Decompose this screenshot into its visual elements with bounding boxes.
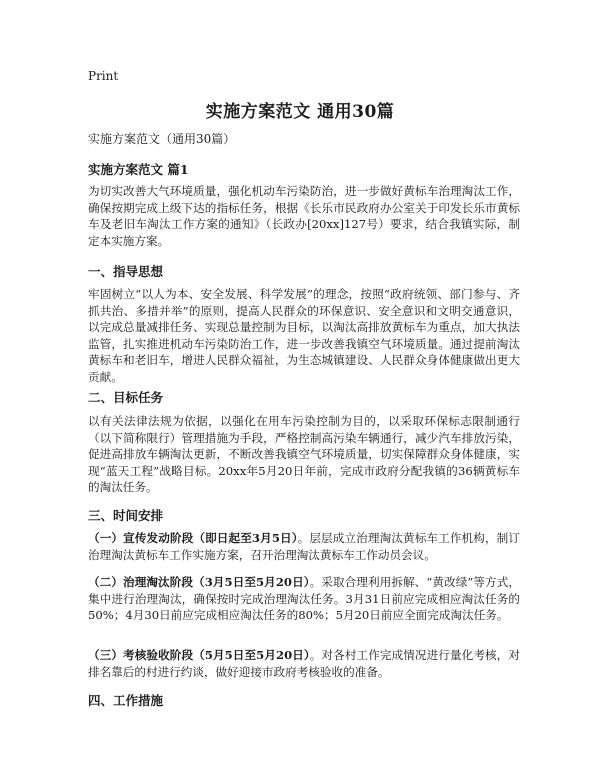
section-heading-goals: 二、目标任务 [88,390,164,405]
stage-text: 。采取合理利用拆解、“黄改绿”等方式，集中进行治理淘汰，确保按时完成治理淘汰任务。3月31日前应完成相应淘汰任务的50%；4月30日前应完成相应淘汰任务的80%；5月20日前应全面完成淘汰任务。 [88,575,520,623]
page-title: 实施方案范文 通用30篇 [205,102,395,122]
stage-title: （三）考核验收阶段（5月5日至5月20日） [88,648,310,662]
stage-text: 。对各村工作完成情况进行量化考核，对排名靠后的村进行约谈，做好迎接市政府考核验收的准备。 [88,648,520,679]
stage-title: （二）治理淘汰阶段（3月5日至5月20日） [88,575,310,589]
article-heading: 实施方案范文 篇1 [88,162,189,177]
guiding-paragraph: 牢固树立“以人为本、安全发展、科学发展”的理念，按照“政府统领、部门参与、齐抓共治、多措并举”的原则，提高人民群众的环保意识、安全意识和文明交通意识，以完成总量减排任务、实现总量控制为目标，以淘汰高排放黄标车为重点，加大执法监管，扎实推进机动车污染防治工作，进一步改善我镇空气环境质量。通过提前淘汰黄标车和老旧车，增进人民群众福祉，为生态城镇建设、人民群众身体健康做出更大贡献。 [88,287,520,384]
section-heading-guiding: 一、指导思想 [88,264,164,279]
section-heading-measures: 四、工作措施 [88,693,164,708]
stage-paragraph-2 [88,574,520,624]
document-subtitle: 实施方案范文（通用30篇） [88,132,236,146]
section-heading-schedule: 三、时间安排 [88,508,164,523]
stage-paragraph-3 [88,647,520,680]
stage-paragraph-1 [88,530,520,563]
stage-text: 。层层成立治理淘汰黄标车工作机构，制订治理淘汰黄标车工作实施方案，召开治理淘汰黄标车工作动员会议。 [88,531,520,562]
intro-paragraph: 为切实改善大气环境质量，强化机动车污染防治，进一步做好黄标车治理淘汰工作，确保按期完成上级下达的指标任务，根据《长乐市民政府办公室关于印发长乐市黄标车及老旧车淘汰工作方案的通知》（长政办[20xx]127号）要求，结合我镇实际，制定本实施方案。 [88,184,520,248]
print-link[interactable]: Print [88,69,119,83]
goals-paragraph: 以有关法律法规为依据，以强化在用车污染控制为目的，以采取环保标志限制通行（以下简称限行）管理措施为手段，严格控制高污染车辆通行，减少汽车排放污染，促进高排放车辆淘汰更新，不断改善我镇空气环境质量，切实保障群众身体健康，实现“蓝天工程”战略目标。20xx年5月20日年前，完成市政府分配我镇的36辆黄标车的淘汰任务。 [88,414,520,495]
stage-title: （一）宣传发动阶段（即日起至3月5日） [88,531,298,545]
